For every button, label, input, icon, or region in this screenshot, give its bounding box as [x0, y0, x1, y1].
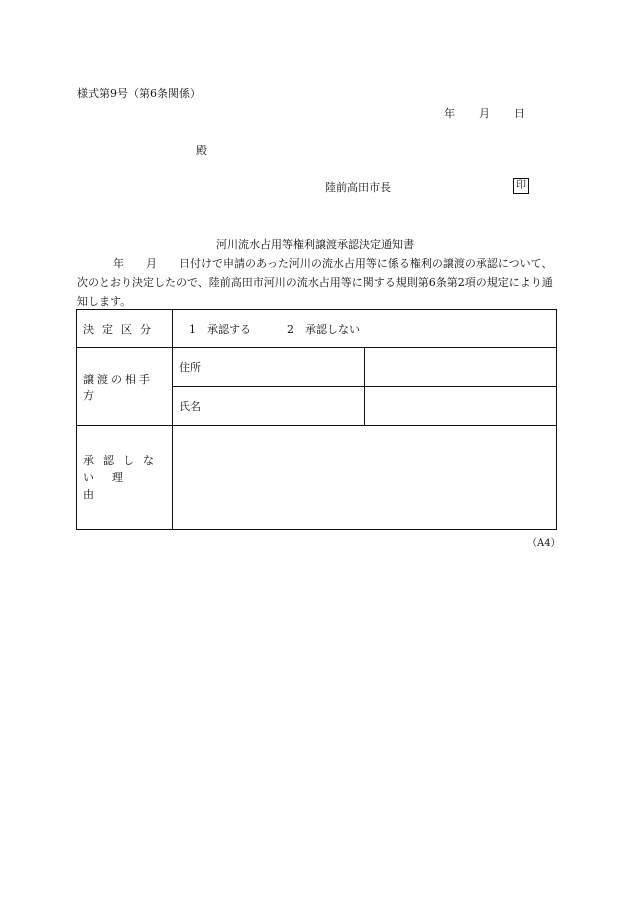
- decision-label: 決定区分: [83, 322, 159, 336]
- decision-table: [76, 309, 557, 530]
- address-label-cell: [173, 348, 365, 387]
- reason-value-cell: [173, 426, 557, 530]
- reason-label-line1: 承認しな: [83, 454, 163, 467]
- date-year-label: 年: [444, 107, 455, 120]
- address-label: 住所: [179, 361, 201, 374]
- transferee-label-cell: [77, 348, 173, 426]
- name-label-cell: [173, 387, 365, 426]
- name-label: 氏名: [179, 400, 201, 413]
- date-month-label: 月: [479, 107, 490, 120]
- option-reject: 2 承認しない: [287, 322, 360, 336]
- seal-mark: 印: [513, 178, 529, 194]
- body-month-label: 月: [146, 257, 157, 270]
- document-title: 河川流水占用等権利譲渡承認決定通知書: [216, 238, 414, 251]
- body-paragraph: 日付けで申請のあった河川の流水占用等に係る権利の譲渡の承認について、次のとおり決定したので、陸前高田市河川の流水占用等に関する規則第6条第2項の規定により通知します。: [77, 257, 553, 308]
- date-line: [444, 105, 525, 121]
- date-day-label: 日: [514, 107, 525, 120]
- addressee-suffix: 殿: [196, 144, 207, 157]
- option-approve: 1 承認する: [189, 322, 251, 336]
- decision-label-cell: [77, 310, 173, 348]
- form-number: 様式第9号（第6条関係）: [77, 87, 201, 100]
- issuer-name: 陸前高田市長: [325, 181, 391, 194]
- decision-row: [77, 310, 557, 348]
- reason-label-line2: い理由: [83, 471, 141, 501]
- transferee-label: 譲渡の相手方: [83, 372, 153, 402]
- reason-label-cell: [77, 426, 173, 530]
- decision-options-cell: [173, 310, 557, 348]
- body-year-label: 年: [113, 257, 124, 270]
- address-value-cell: [365, 348, 557, 387]
- name-value-cell: [365, 387, 557, 426]
- paper-size-note: （A4）: [527, 538, 561, 549]
- reason-row: [77, 426, 557, 530]
- address-row: [77, 348, 557, 387]
- body-text: [77, 254, 557, 311]
